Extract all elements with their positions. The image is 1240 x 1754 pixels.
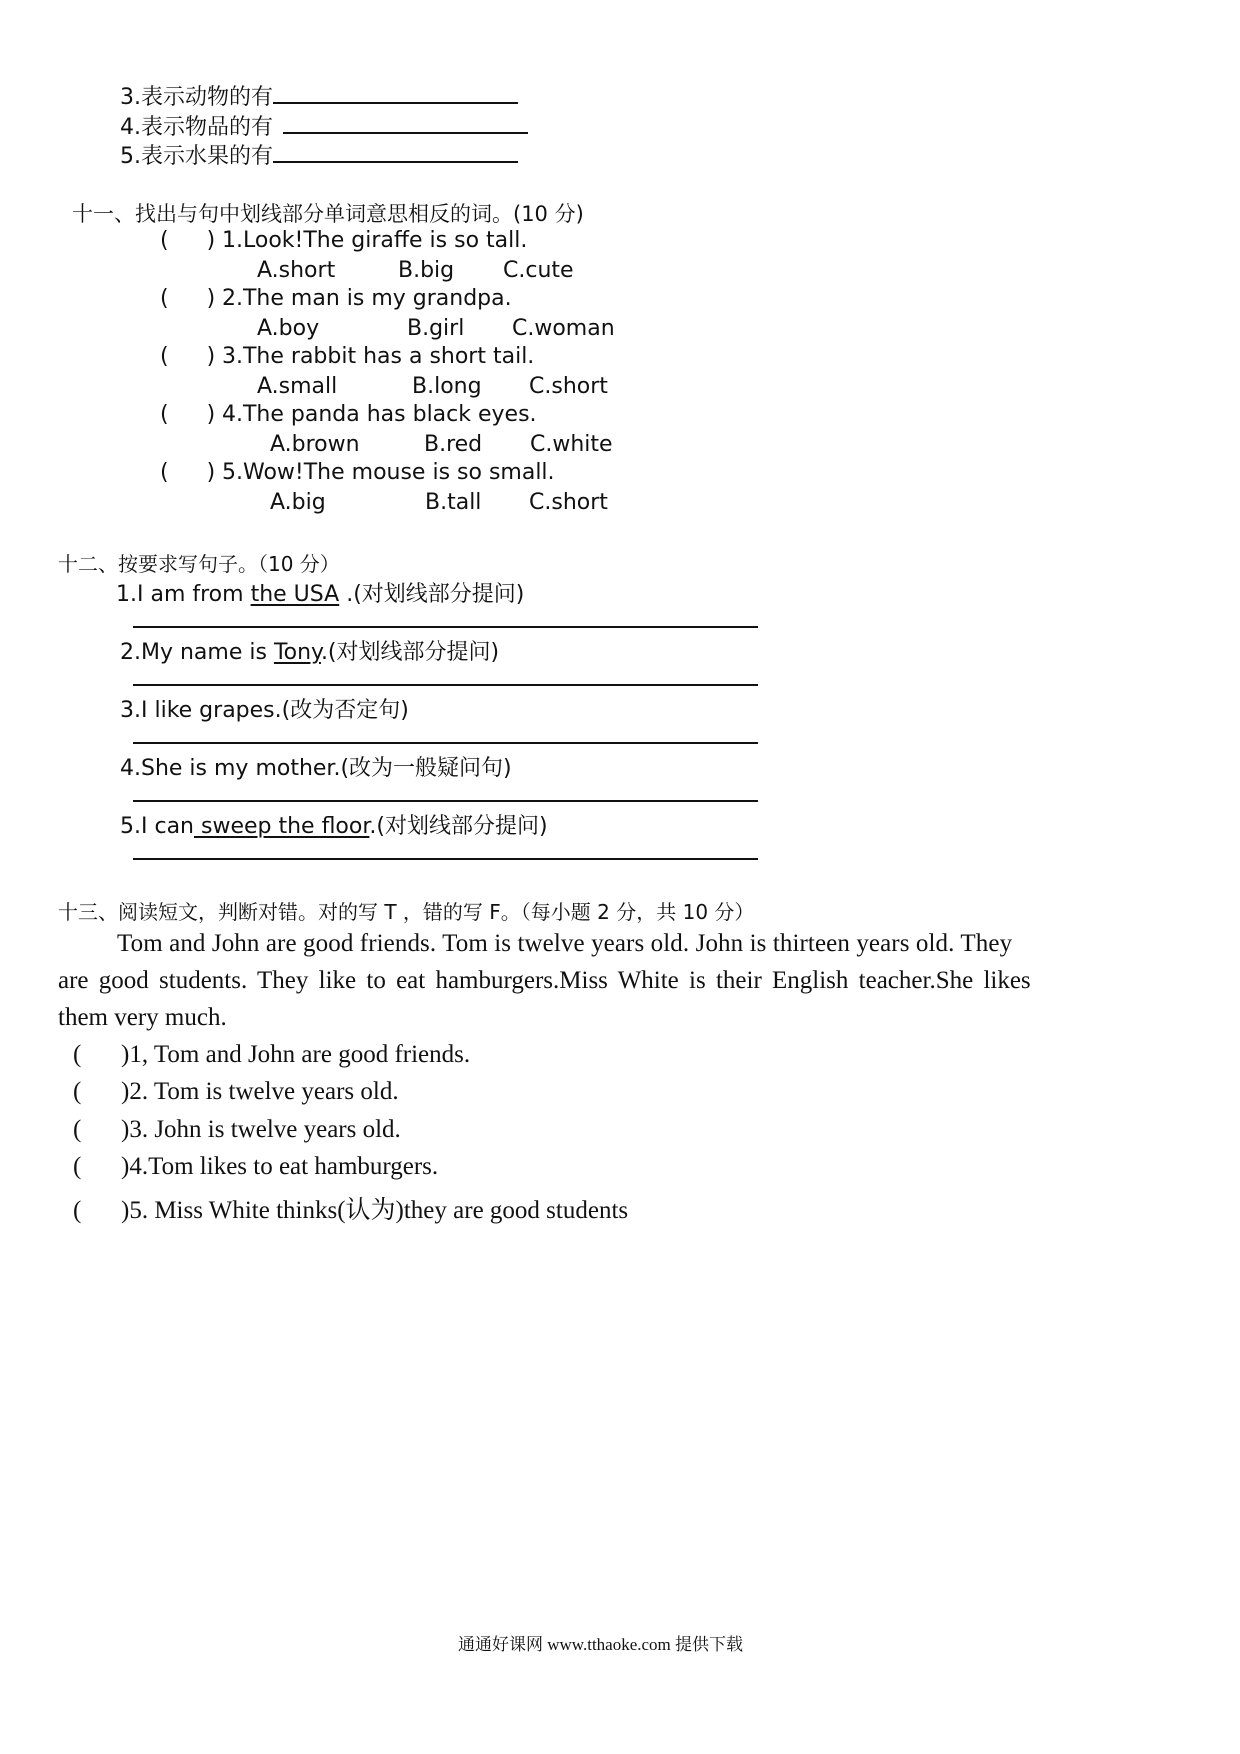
underlined-part: the USA: [250, 582, 340, 607]
question-stem: 3.The rabbit has a short tail.: [222, 344, 535, 369]
option-a[interactable]: A.brown: [270, 432, 360, 457]
item-instruction: .(对划线部分提问): [339, 582, 525, 607]
statement-text: )4.Tom likes to eat hamburgers.: [121, 1153, 439, 1180]
option-c[interactable]: C.short: [529, 490, 608, 515]
tf-statement-3: [73, 1116, 401, 1144]
answer-paren[interactable]: ( ): [160, 402, 216, 427]
option-b[interactable]: B.girl: [407, 316, 465, 341]
tf-statement-1: [73, 1041, 470, 1069]
item-text: 2.My name is: [120, 640, 274, 665]
answer-paren[interactable]: (: [73, 1153, 82, 1180]
answer-line-1[interactable]: [133, 626, 758, 628]
option-b[interactable]: B.red: [424, 432, 483, 457]
answer-blank[interactable]: [283, 110, 528, 134]
question-5: [160, 460, 555, 485]
answer-paren[interactable]: ( ): [160, 344, 216, 369]
question-stem: 2.The man is my grandpa.: [222, 286, 512, 311]
option-c[interactable]: C.cute: [503, 258, 574, 283]
rewrite-item-5: [120, 809, 548, 840]
passage-line-3: them very much.: [58, 1004, 227, 1031]
section-13-heading: 十三、阅读短文，判断对错。对的写 T ，错的写 F。（每小题 2 分，共 10 分）: [58, 900, 755, 924]
statement-text: )1, Tom and John are good friends.: [121, 1041, 471, 1068]
rewrite-item-3: [120, 693, 409, 724]
answer-blank[interactable]: [273, 80, 518, 104]
option-a[interactable]: A.big: [270, 490, 326, 515]
option-b[interactable]: B.big: [398, 258, 455, 283]
option-b[interactable]: B.tall: [425, 490, 482, 515]
answer-paren[interactable]: (: [73, 1197, 82, 1224]
question-stem: 1.Look!The giraffe is so tall.: [222, 228, 528, 253]
answer-paren[interactable]: ( ): [160, 228, 216, 253]
question-stem: 4.The panda has black eyes.: [222, 402, 537, 427]
options-row-4: [270, 432, 613, 457]
item-text: 1.I am from: [116, 582, 251, 607]
options-row-3: [257, 374, 608, 399]
answer-blank[interactable]: [273, 139, 518, 163]
question-3: [160, 344, 534, 369]
item-instruction: .(对划线部分提问): [369, 814, 548, 839]
option-c[interactable]: C.short: [529, 374, 608, 399]
rewrite-item-4: [120, 751, 512, 782]
answer-paren[interactable]: (: [73, 1078, 82, 1105]
answer-paren[interactable]: (: [73, 1041, 82, 1068]
rewrite-item-2: [120, 635, 499, 666]
statement-text: )2. Tom is twelve years old.: [121, 1078, 399, 1105]
tf-statement-2: [73, 1078, 399, 1106]
category-line-items: [120, 110, 528, 141]
answer-paren[interactable]: ( ): [160, 460, 216, 485]
answer-line-3[interactable]: [133, 742, 758, 744]
answer-paren[interactable]: (: [73, 1116, 82, 1143]
item-instruction: .(对划线部分提问): [320, 640, 500, 665]
tf-statement-5: [73, 1190, 628, 1226]
page-footer: 通通好课网 www.tthaoke.com 提供下载: [458, 1635, 744, 1654]
option-a[interactable]: A.short: [257, 258, 336, 283]
category-line-fruits: [120, 139, 518, 170]
answer-line-4[interactable]: [133, 800, 758, 802]
passage-line-2: are good students. They like to eat hamburgers.Miss White is their English teacher.She likes: [58, 967, 1031, 994]
options-row-2: [257, 316, 615, 341]
options-row-1: [257, 258, 574, 283]
options-row-5: [270, 490, 608, 515]
answer-line-2[interactable]: [133, 684, 758, 686]
answer-paren[interactable]: ( ): [160, 286, 216, 311]
statement-text: )3. John is twelve years old.: [121, 1116, 401, 1143]
section-12-heading: 十二、按要求写句子。（10 分）: [58, 552, 340, 576]
category-line-animals: [120, 80, 518, 111]
rewrite-item-1: [116, 577, 524, 608]
statement-text: )5. Miss White thinks(认为)they are good students: [121, 1197, 629, 1224]
category-label: 3.表示动物的有: [120, 85, 273, 110]
option-a[interactable]: A.boy: [257, 316, 320, 341]
option-a[interactable]: A.small: [257, 374, 338, 399]
category-label: 4.表示物品的有: [120, 115, 273, 140]
option-b[interactable]: B.long: [412, 374, 482, 399]
underlined-part: Tony: [273, 640, 321, 665]
passage-line-1: Tom and John are good friends. Tom is twelve years old. John is thirteen years old. They: [117, 930, 1013, 957]
item-text: 4.She is my mother.(改为一般疑问句): [120, 756, 512, 781]
question-4: [160, 402, 537, 427]
underlined-part: sweep the floor: [194, 814, 370, 839]
question-2: [160, 286, 512, 311]
item-text: 5.I can: [120, 814, 194, 839]
option-c[interactable]: C.woman: [512, 316, 615, 341]
question-stem: 5.Wow!The mouse is so small.: [222, 460, 555, 485]
category-label: 5.表示水果的有: [120, 144, 273, 169]
answer-line-5[interactable]: [133, 858, 758, 860]
tf-statement-4: [73, 1153, 438, 1181]
item-text: 3.I like grapes.(改为否定句): [120, 698, 409, 723]
option-c[interactable]: C.white: [530, 432, 613, 457]
question-1: [160, 228, 527, 253]
section-11-heading: 十一、找出与句中划线部分单词意思相反的词。(10 分): [72, 202, 584, 226]
